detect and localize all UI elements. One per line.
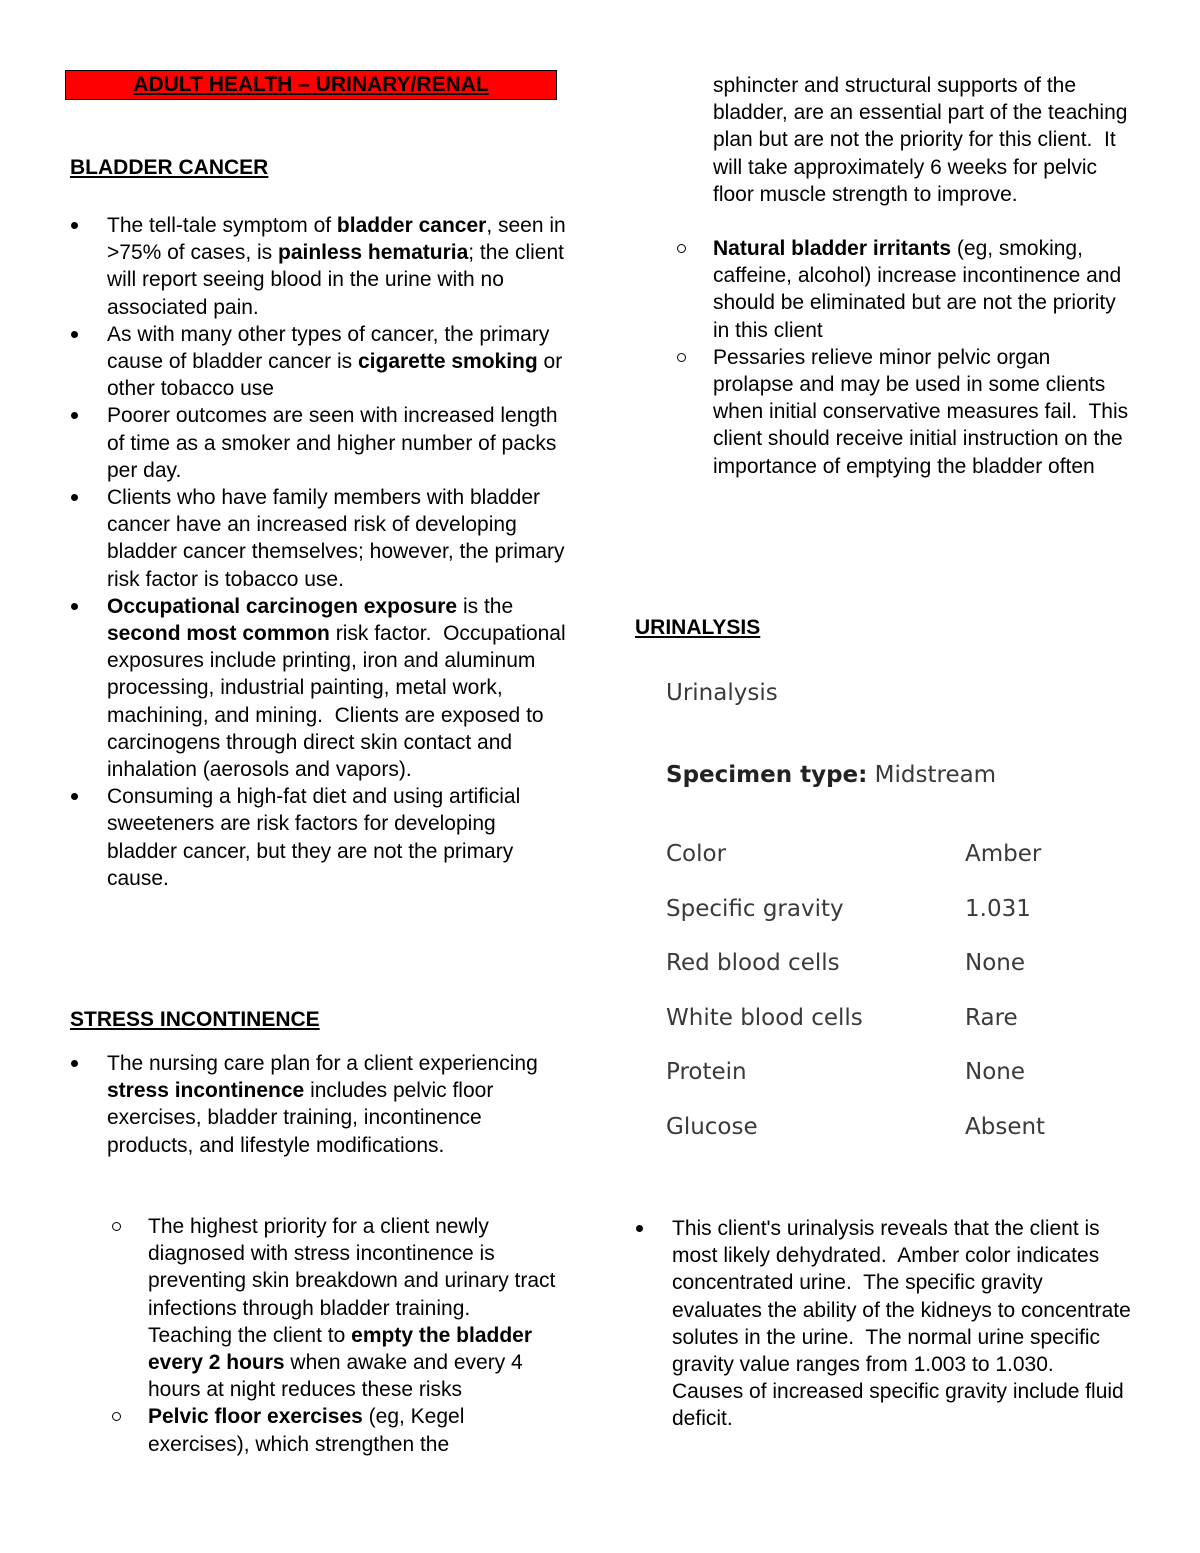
stress-incontinence-sublist-right <box>677 235 1129 480</box>
table-cell-label: Red blood cells <box>666 950 840 977</box>
list-item: Pessaries relieve minor pelvic organ prolapse and may be used in some clients when initial conservative measures fail. This client should receive initial instruction on the importance of emptying the bladder often <box>677 344 1129 480</box>
list-item: The tell-tale symptom of bladder cancer, seen in >75% of cases, is painless hematuria; the client will report seeing blood in the urine with no associated pain. <box>66 212 566 321</box>
list-item: Pelvic floor exercises (eg, Kegel exercises), which strengthen the <box>112 1403 560 1457</box>
list-item: This client's urinalysis reveals that the client is most likely dehydrated. Amber color indicates concentrated urine. The specific gravity evaluates the ability of the kidneys to concentrate solutes in the urine. The normal urine specific gravity value ranges from 1.003 to 1.030. Causes of increased specific gravity include fluid deficit. <box>631 1215 1131 1433</box>
table-row <box>666 1114 1045 1169</box>
list-item: Consuming a high-fat diet and using artificial sweeteners are risk factors for developing bladder cancer, but they are not the primary cause. <box>66 783 566 892</box>
urinalysis-title: Urinalysis <box>666 680 778 706</box>
specimen-type <box>666 762 996 788</box>
urinalysis-heading: URINALYSIS <box>635 616 761 639</box>
table-cell-value: Amber <box>965 841 1042 867</box>
table-cell-label: Specific gravity <box>666 895 844 922</box>
specimen-type-label: Specimen type: <box>666 762 868 788</box>
list-item: Poorer outcomes are seen with increased length of time as a smoker and higher number of packs per day. <box>66 402 566 484</box>
table-cell-label: Glucose <box>666 1113 758 1140</box>
urinalysis-table <box>666 841 1045 1169</box>
list-item: Natural bladder irritants (eg, smoking, caffeine, alcohol) increase incontinence and should be eliminated but are not the priority in this client <box>677 235 1129 344</box>
specimen-type-value: Midstream <box>867 762 997 788</box>
table-row <box>666 1005 1045 1060</box>
urinalysis-notes-list <box>631 1215 1131 1433</box>
table-cell-label: Protein <box>666 1059 747 1086</box>
table-row <box>666 896 1045 951</box>
pelvic-floor-continuation: sphincter and structural supports of the bladder, are an essential part of the teaching plan but are not the priority for this client. It will take approximately 6 weeks for pelvic floor muscle strength to improve. <box>713 74 1128 206</box>
page-title: ADULT HEALTH – URINARY/RENAL <box>133 73 489 96</box>
stress-incontinence-list <box>66 1050 566 1159</box>
table-cell-label: Color <box>666 841 727 867</box>
table-cell-value: Absent <box>965 1113 1046 1140</box>
table-row <box>666 841 1045 896</box>
stress-incontinence-heading: STRESS INCONTINENCE <box>70 1008 320 1031</box>
list-item: The nursing care plan for a client experiencing stress incontinence includes pelvic floor exercises, bladder training, incontinence products, and lifestyle modifications. <box>66 1050 566 1159</box>
list-item: Clients who have family members with bladder cancer have an increased risk of developing bladder cancer themselves; however, the primary risk factor is tobacco use. <box>66 484 566 593</box>
bladder-cancer-list <box>66 212 566 892</box>
stress-incontinence-sublist-left <box>112 1213 560 1458</box>
table-cell-value: Rare <box>965 1004 1018 1031</box>
list-item: As with many other types of cancer, the primary cause of bladder cancer is cigarette smoking or other tobacco use <box>66 321 566 403</box>
bladder-cancer-heading: BLADDER CANCER <box>70 156 269 179</box>
table-row <box>666 950 1045 1005</box>
table-row <box>666 1059 1045 1114</box>
table-cell-value: None <box>965 950 1026 977</box>
page-title-banner <box>65 70 557 100</box>
list-item: Occupational carcinogen exposure is the second most common risk factor. Occupational exposures include printing, iron and aluminum processing, industrial painting, metal work, machining, and mining. Clients are exposed to carcinogens through direct skin contact and inhalation (aerosols and vapors). <box>66 593 566 783</box>
table-cell-value: 1.031 <box>965 895 1031 922</box>
table-cell-value: None <box>965 1059 1026 1086</box>
list-item: The highest priority for a client newly diagnosed with stress incontinence is preventing skin breakdown and urinary tract infections through bladder training. Teaching the client to empty the bladder every 2 hours when awake and every 4 hours at night reduces these risks <box>112 1213 560 1403</box>
table-cell-label: White blood cells <box>666 1004 863 1031</box>
